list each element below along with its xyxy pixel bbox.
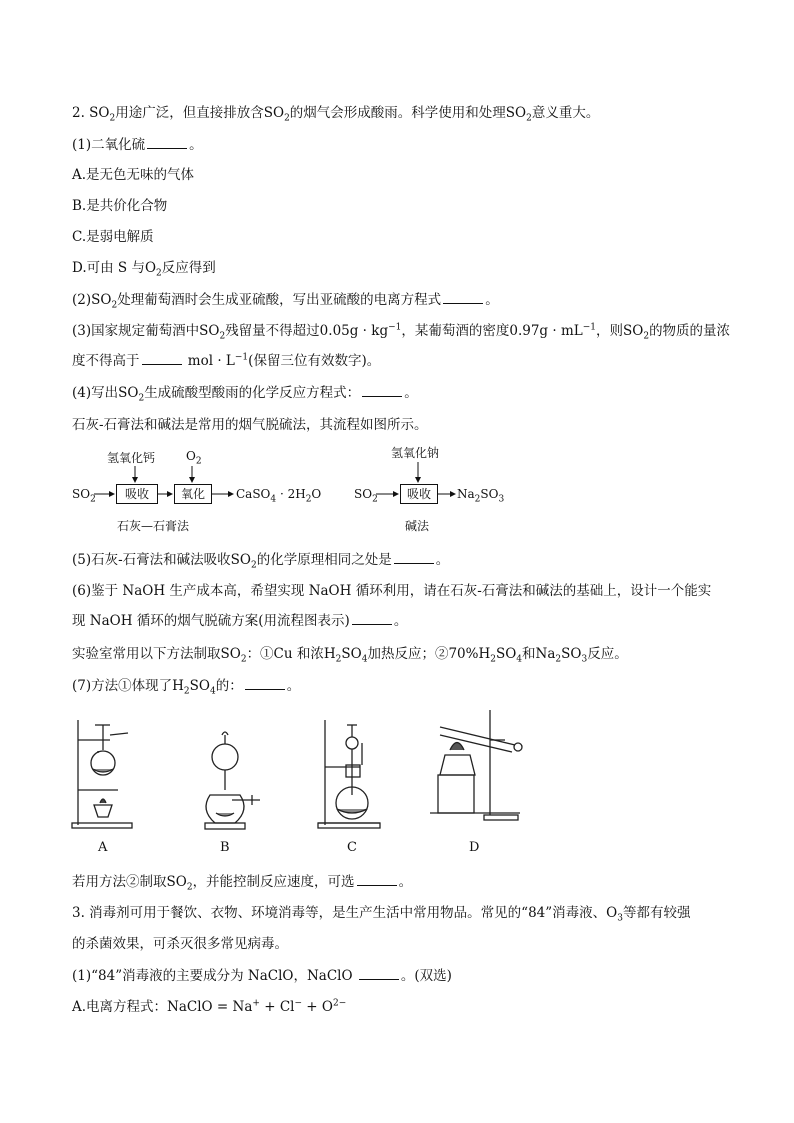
answer-blank[interactable] <box>359 967 399 980</box>
flow-caption: 碱法 <box>405 519 430 533</box>
apparatus-c-label: C <box>347 840 357 855</box>
flow-reagent-label: 氢氧化钙 <box>107 451 156 465</box>
answer-blank[interactable] <box>357 873 397 886</box>
q2-part6-line1: (6)鉴于 NaOH 生产成本高，希望实现 NaOH 循环利用，请在石灰-石膏法和碱法的基础上，设计一个能实 <box>72 583 712 599</box>
q2-part8: 若用方法②制取$SO_2$，并能控制反应速度，可选 。 <box>72 874 413 893</box>
desulfurization-intro: 石灰-石膏法和碱法是常用的烟气脱硫法，其流程如图所示。 <box>72 417 428 433</box>
flow-arrows-1 <box>0 0 794 560</box>
flow-start-label: $SO_2$ <box>354 487 378 505</box>
flow-caption: 石灰—石膏法 <box>117 519 190 533</box>
apparatus-d-label: D <box>469 840 480 855</box>
q3-option-a: A.电离方程式：NaClO = $Na^+ + Cl^- + O^{2-}$ <box>72 998 347 1015</box>
flow-box-absorb: 吸收 <box>400 484 438 504</box>
q2-part3-line2: 度不得高于 mol · $L^{-1}$(保留三位有效数字)。 <box>72 352 381 369</box>
flow-product-label: CaSO$_4$ · $2H_2O$ <box>236 487 322 505</box>
apparatus-d-image <box>430 710 522 820</box>
flow-box-absorb: 吸收 <box>116 484 158 504</box>
q2-part2: $(2)SO_2$处理葡萄酒时会生成亚硫酸，写出亚硫酸的电离方程式 。 <box>72 292 499 311</box>
flow-reagent-label: 氢氧化钠 <box>391 446 440 460</box>
flow-reagent-label: $O_2$ <box>186 449 202 467</box>
q2-option-d: D.可由 S 与$O_2$反应得到 <box>72 260 216 279</box>
q2-part7: (7)方法①体现了$H_2SO_4$的： 。 <box>72 678 301 697</box>
apparatus-c-image <box>318 720 380 828</box>
lab-methods: 实验室常用以下方法制取$SO_2$：①Cu 和浓$H_2SO_4$加热反应；$②70\%H_2SO_4$和$Na_2SO_3$反应。 <box>72 646 628 665</box>
apparatus-b-label: B <box>220 840 230 855</box>
apparatus-b-image <box>205 732 260 829</box>
q3-intro-line2: 的杀菌效果，可杀灭很多常见病毒。 <box>72 936 288 952</box>
q2-part1: (1)二氧化硫 。 <box>72 137 203 153</box>
flow-start-label: $SO_2$ <box>72 487 96 505</box>
answer-blank[interactable] <box>394 551 434 564</box>
q2-option-a: A.是无色无味的气体 <box>72 167 195 183</box>
q2-part4: (4)写出$SO_2$生成硫酸型酸雨的化学反应方程式： 。 <box>72 385 418 404</box>
answer-blank[interactable] <box>352 612 392 625</box>
q2-part3-line1: (3)国家规定葡萄酒中$SO_2$残留量不得超过$0.05g \cdot kg^{-1}$，某葡萄酒的密度$0.97g \cdot mL^{-1}$，则$SO_2$的物质的量浓 <box>72 322 731 342</box>
answer-blank[interactable] <box>245 677 285 690</box>
apparatus-a-label: A <box>98 840 108 855</box>
flow-product-label: $Na_2SO_3$ <box>457 487 505 505</box>
q3-part1: (1)“84”消毒液的主要成分为 NaClO，NaClO 。(双选) <box>72 968 452 984</box>
q2-part6-line2: 现 NaOH 循环的烟气脱硫方案(用流程图表示) 。 <box>72 613 408 629</box>
q2-option-b: B.是共价化合物 <box>72 198 168 214</box>
q2-option-c: C.是弱电解质 <box>72 229 154 245</box>
q2-part5: (5)石灰-石膏法和碱法吸收$SO_2$的化学原理相同之处是 。 <box>72 552 450 571</box>
q3-intro-line1: 3. 消毒剂可用于餐饮、衣物、环境消毒等，是生产生活中常用物品。常见的“84”消毒液、$O_3$等都有较强 <box>72 905 691 924</box>
flow-box-oxidize: 氧化 <box>174 484 212 504</box>
q2-intro: 2. $SO_2$用途广泛，但直接排放含$SO_2$的烟气会形成酸雨。科学使用和处理$SO_2$意义重大。 <box>72 105 600 124</box>
apparatus-a-image <box>72 720 132 828</box>
apparatus-figure <box>0 705 794 845</box>
